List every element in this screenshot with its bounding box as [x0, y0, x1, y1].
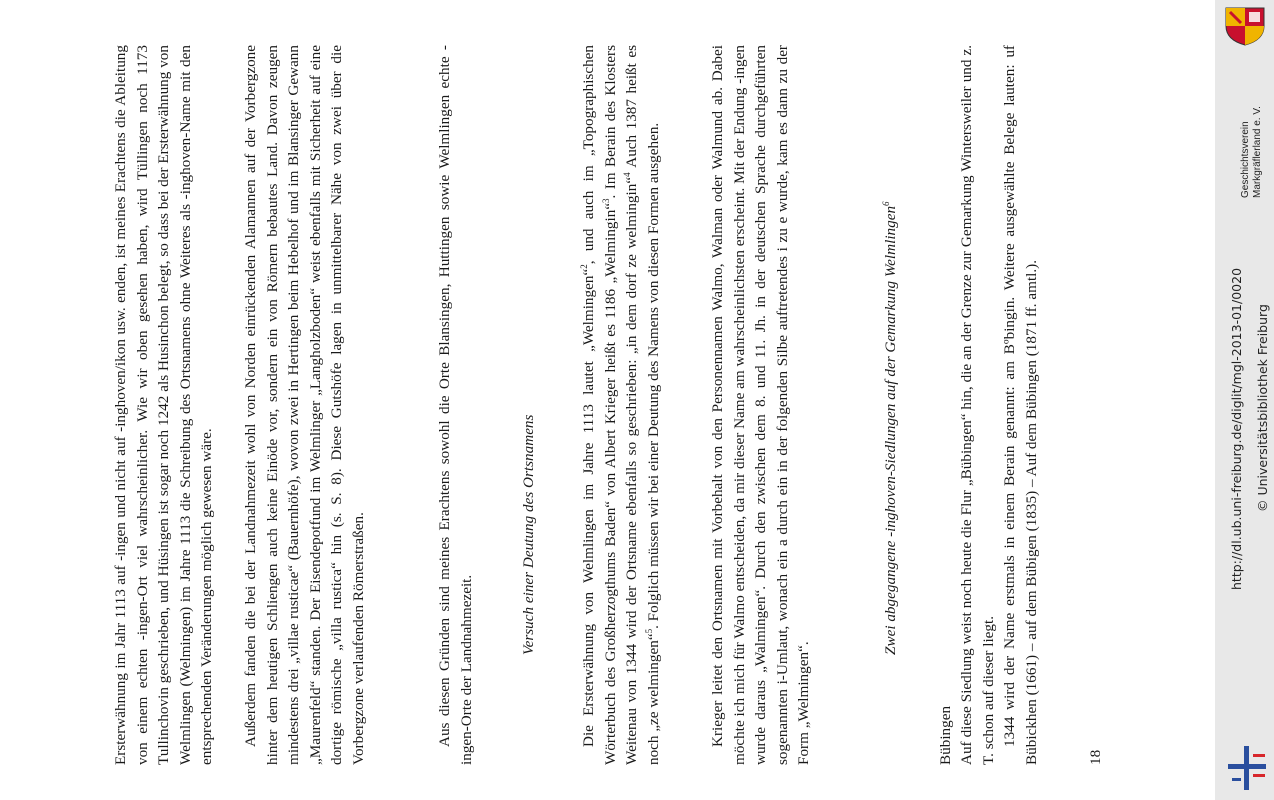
- paragraph-krieger: Krieger leitet den Ortsnamen mit Vorbehalt von den Personennamen Walmo, Walman oder Walmund ab. Dabei möchte ich mich für Walmo entscheiden, da mir dieser Name am wahrscheinlichsten erscheint. Mit der Endung -ingen wurde daraus „Walmingen“. Durch den zwischen dem 8. und 11. Jh. in der deutschen Sprache durchgeführten sogenannten i-Umlaut, wonach ein a durch ein in der folgenden Silbe auftretendes i zu e wurde, kam es dann zu der Form „Welmingen“.: [709, 45, 813, 765]
- text-segment: Auch 1387 heißt es noch „ze welmingen“: [623, 44, 662, 765]
- document-url-link[interactable]: http://dl.ub.uni-freiburg.de/diglit/mgl-2013-01/0020: [1229, 267, 1244, 590]
- society-line-1: Geschichtsverein: [1240, 121, 1251, 198]
- heading-text: Zwei abgegangene -inghoven-Siedlungen auf der Gemarkung Welmlingen: [882, 205, 899, 655]
- paragraph-berain: 1344 wird der Name erstmals in einem Berain genannt: am Bºbingin. Weitere ausgewählte Belege lauten: uf Bübickhen (1661) – auf dem Bübigen (1835) – Auf dem Bübingen (1871 ff. amtl.).: [1001, 45, 1040, 765]
- text-segment: , und auch im „Topographischen Wörterbuch des Großherzogthums Baden“ von Albert Krieger heißt es 1186 „Welmingin“: [580, 45, 619, 765]
- heading-ortsnamen: Versuch einer Deutung des Ortsnamens: [520, 414, 537, 655]
- footnote-ref-4: 4: [622, 172, 633, 177]
- subheading-buebingen: Bübingen: [937, 705, 954, 765]
- page-number: 18: [1087, 749, 1104, 765]
- heading-inghoven: [880, 95, 902, 655]
- footnote-ref-3: 3: [600, 198, 611, 203]
- text-segment: Die Ersterwähnung von Welmlingen im Jahre 1113 lautet „Welmingen“: [580, 268, 597, 747]
- university-library-logo-icon: [1226, 744, 1268, 792]
- paragraph-conclusion: Aus diesen Gründen sind meines Erachtens sowohl die Orte Blansingen, Huttingen sowie Welmlingen echte -ingen-Orte der Landnahmezeit.: [436, 45, 475, 765]
- paragraph-ersterwaehnung: [578, 45, 664, 765]
- society-name: [1240, 0, 1270, 198]
- text-segment: . Folglich müssen wir bei einer Deutung des Namens von diesen Formen ausgehen.: [644, 122, 662, 629]
- paragraph-flur: Auf diese Siedlung weist noch heute die Flur „Bübingen“ hin, die an der Grenze zur Gemarkung Wintersweiler und z. T. schon auf dieser liegt.: [958, 45, 997, 765]
- document-page: [110, 45, 1110, 765]
- paragraph-landnahme: Außerdem fanden die bei der Landnahmezeit wohl von Norden einrückenden Alamannen auf der Vorbergzone hinter dem heutigen Schliengen auch keine Einöde vor, sondern ein von Römern bebautes Land. Davon zeugen mindestens drei „villae rusticae“ (Bauernhöfe), wovon zwei in Hertingen beim Hebelhof und im Blansinger Gewann „Maurenfeld“ standen. Der Eisendepotfund im Welmlinger „Langholzboden“ weist ebenfalls mit Sicherheit auf eine dortige römische „villa rustica“ hin (s. S. 8). Diese Gutshöfe lagen in unmittelbarer Nähe von zwei über die Vorbergzone verlaufenden Römerstraßen.: [242, 45, 367, 765]
- text-segment: . Im Berain des Klosters Weitenau von 1344 wird der Ortsname ebenfalls so geschrieben: „in dem dorf ze welmingin“: [601, 45, 641, 765]
- paragraph-ingen-derivation: Ersterwähnung im Jahr 1113 auf -ingen und nicht auf -inghoven/ikon usw. enden, ist meines Erachtens die Ableitung von einem echten -ingen-Ort viel wahrscheinlicher. Wie wir oben gesehen haben, wird Tüllingen noch 1173 Tullinchovin geschrieben, und Hüsingen ist sogar noch 1242 als Husinchon belegt, so dass bei der Ersterwähnung von Welmlingen (Welmingen) im Jahre 1113 die Schreibung des Ortsnamens ohne Weiteres als -inghoven-Name mit den entsprechenden Veränderungen möglich gewesen wäre.: [112, 45, 216, 765]
- copyright-notice: © Universitätsbibliothek Freiburg: [1255, 304, 1270, 512]
- footnote-ref-6: 6: [880, 201, 891, 206]
- society-line-2: Markgräflerland e. V.: [1252, 106, 1263, 198]
- footnote-ref-2: 2: [578, 264, 589, 269]
- footnote-ref-5: 5: [643, 628, 654, 634]
